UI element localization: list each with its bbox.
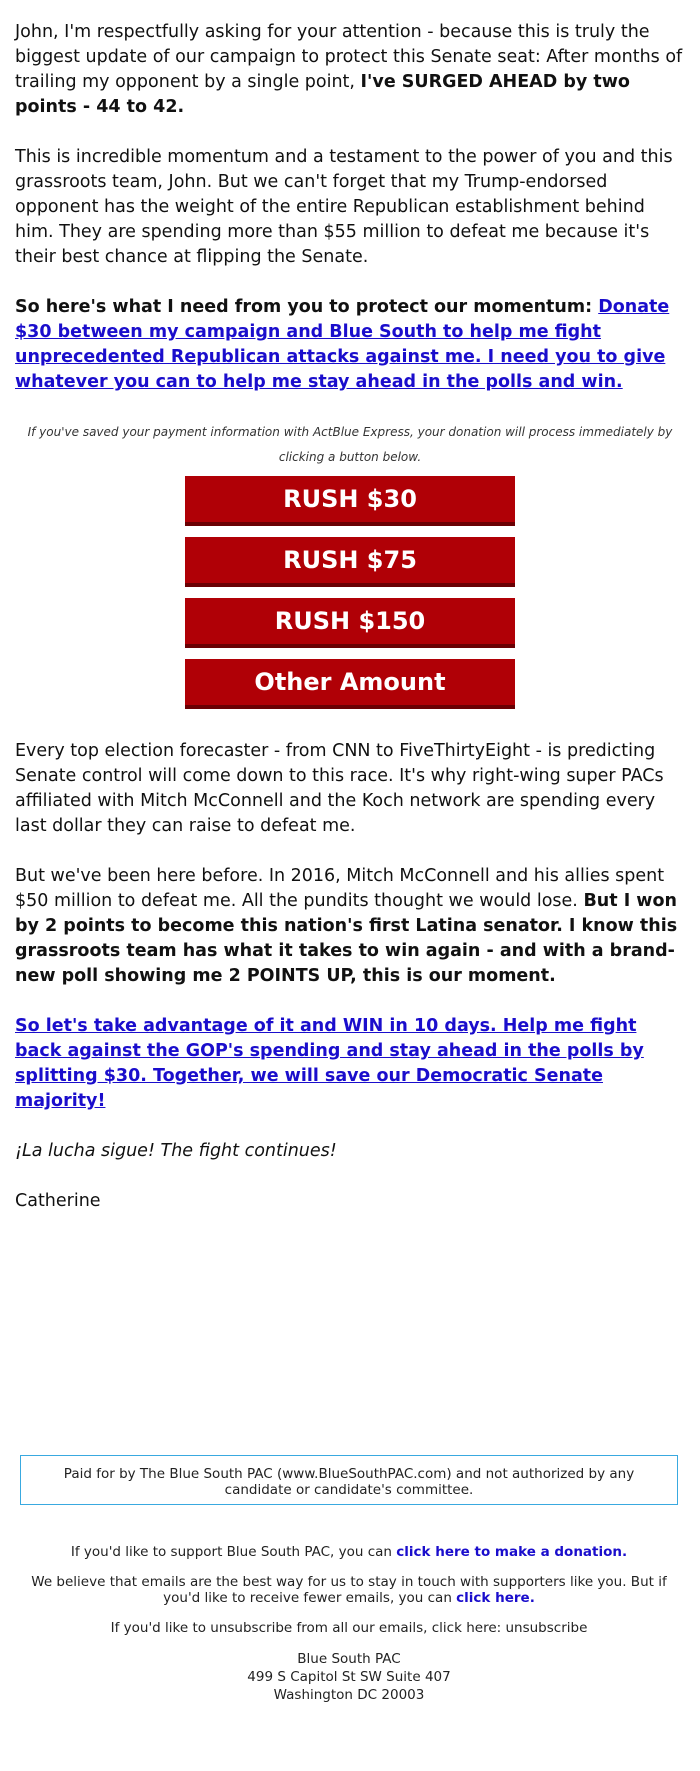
- win-in-10-days-link[interactable]: So let's take advantage of it and WIN in 10 days. Help me fight back against the GOP's spending and stay ahead in the polls by splitting $30. Together, we will save our Democratic Senate majority!: [15, 1016, 644, 1111]
- unsubscribe-line: [20, 1620, 678, 1636]
- history-bold-text: But I won by 2 points to become this nation's first Latina senator. I know this grassroots team has what it takes to win again - and with a brand-new poll showing me 2 POINTS UP, this is our moment.: [15, 891, 678, 986]
- actblue-express-note: If you've saved your payment information with ActBlue Express, your donation will process immediately by clicking a button below.: [27, 425, 673, 464]
- paragraph-momentum: This is incredible momentum and a testament to the power of you and this grassroots team, John. But we can't forget that my Trump-endorsed opponent has the weight of the entire Republican establishment behind him. They are spending more than $55 million to defeat me because it's their best chance at flipping the Senate.: [15, 147, 673, 267]
- closing-line: ¡La lucha sigue! The fight continues!: [15, 1141, 337, 1161]
- intro-text: John, I'm respectfully asking for your attention - because this is truly the biggest update of our campaign to protect this Senate seat: After months of trailing my opponent by a single point,: [15, 22, 683, 92]
- rush-30-button[interactable]: RUSH $30: [185, 476, 515, 526]
- fewer-emails-text: We believe that emails are the best way for us to stay in touch with supporters like you. But if you'd like to receive fewer emails, you can: [31, 1574, 667, 1606]
- make-donation-link[interactable]: click here to make a donation.: [396, 1544, 628, 1560]
- support-text: If you'd like to support Blue South PAC, you can: [70, 1544, 397, 1560]
- paid-for-disclaimer: Paid for by The Blue South PAC (www.BlueSouthPAC.com) and not authorized by any candidate or candidate's committee.: [20, 1455, 678, 1505]
- unsubscribe-link[interactable]: unsubscribe: [505, 1620, 588, 1636]
- paragraph-2016: [15, 864, 685, 989]
- email-body: [15, 20, 685, 1239]
- rush-150-button[interactable]: RUSH $150: [185, 598, 515, 648]
- rush-75-button[interactable]: RUSH $75: [185, 537, 515, 587]
- email-footer: [20, 1544, 678, 1704]
- unsubscribe-text: If you'd like to unsubscribe from all our emails, click here:: [110, 1620, 506, 1636]
- intro-bold-text: I've SURGED AHEAD by two points - 44 to 42.: [15, 72, 630, 117]
- other-amount-button[interactable]: Other Amount: [185, 659, 515, 709]
- fewer-emails-line: [20, 1574, 678, 1606]
- history-text: But we've been here before. In 2016, Mitch McConnell and his allies spent $50 million to defeat me. All the pundits thought we would lose.: [15, 866, 665, 911]
- support-line: [20, 1544, 678, 1560]
- paragraph-ask: [15, 295, 685, 395]
- paragraph-cta: [15, 1014, 685, 1114]
- address-org: Blue South PAC: [297, 1651, 401, 1667]
- address-street: 499 S Capitol St SW Suite 407: [247, 1669, 451, 1685]
- address-city: Washington DC 20003: [273, 1687, 425, 1703]
- fewer-emails-link[interactable]: click here.: [456, 1590, 535, 1606]
- signature: Catherine: [15, 1191, 101, 1211]
- paragraph-forecasters: Every top election forecaster - from CNN to FiveThirtyEight - is predicting Senate control will come down to this race. It's why right-wing super PACs affiliated with Mitch McConnell and the Koch network are spending every last dollar they can raise to defeat me.: [15, 741, 664, 836]
- donation-buttons: [185, 476, 515, 709]
- ask-bold-text: So here's what I need from you to protect our momentum:: [15, 297, 599, 317]
- donate-30-link[interactable]: Donate $30 between my campaign and Blue South to help me fight unprecedented Republican attacks against me. I need you to give whatever you can to help me stay ahead in the polls and win.: [15, 297, 670, 392]
- paragraph-intro: [15, 20, 685, 120]
- mailing-address: [20, 1650, 678, 1704]
